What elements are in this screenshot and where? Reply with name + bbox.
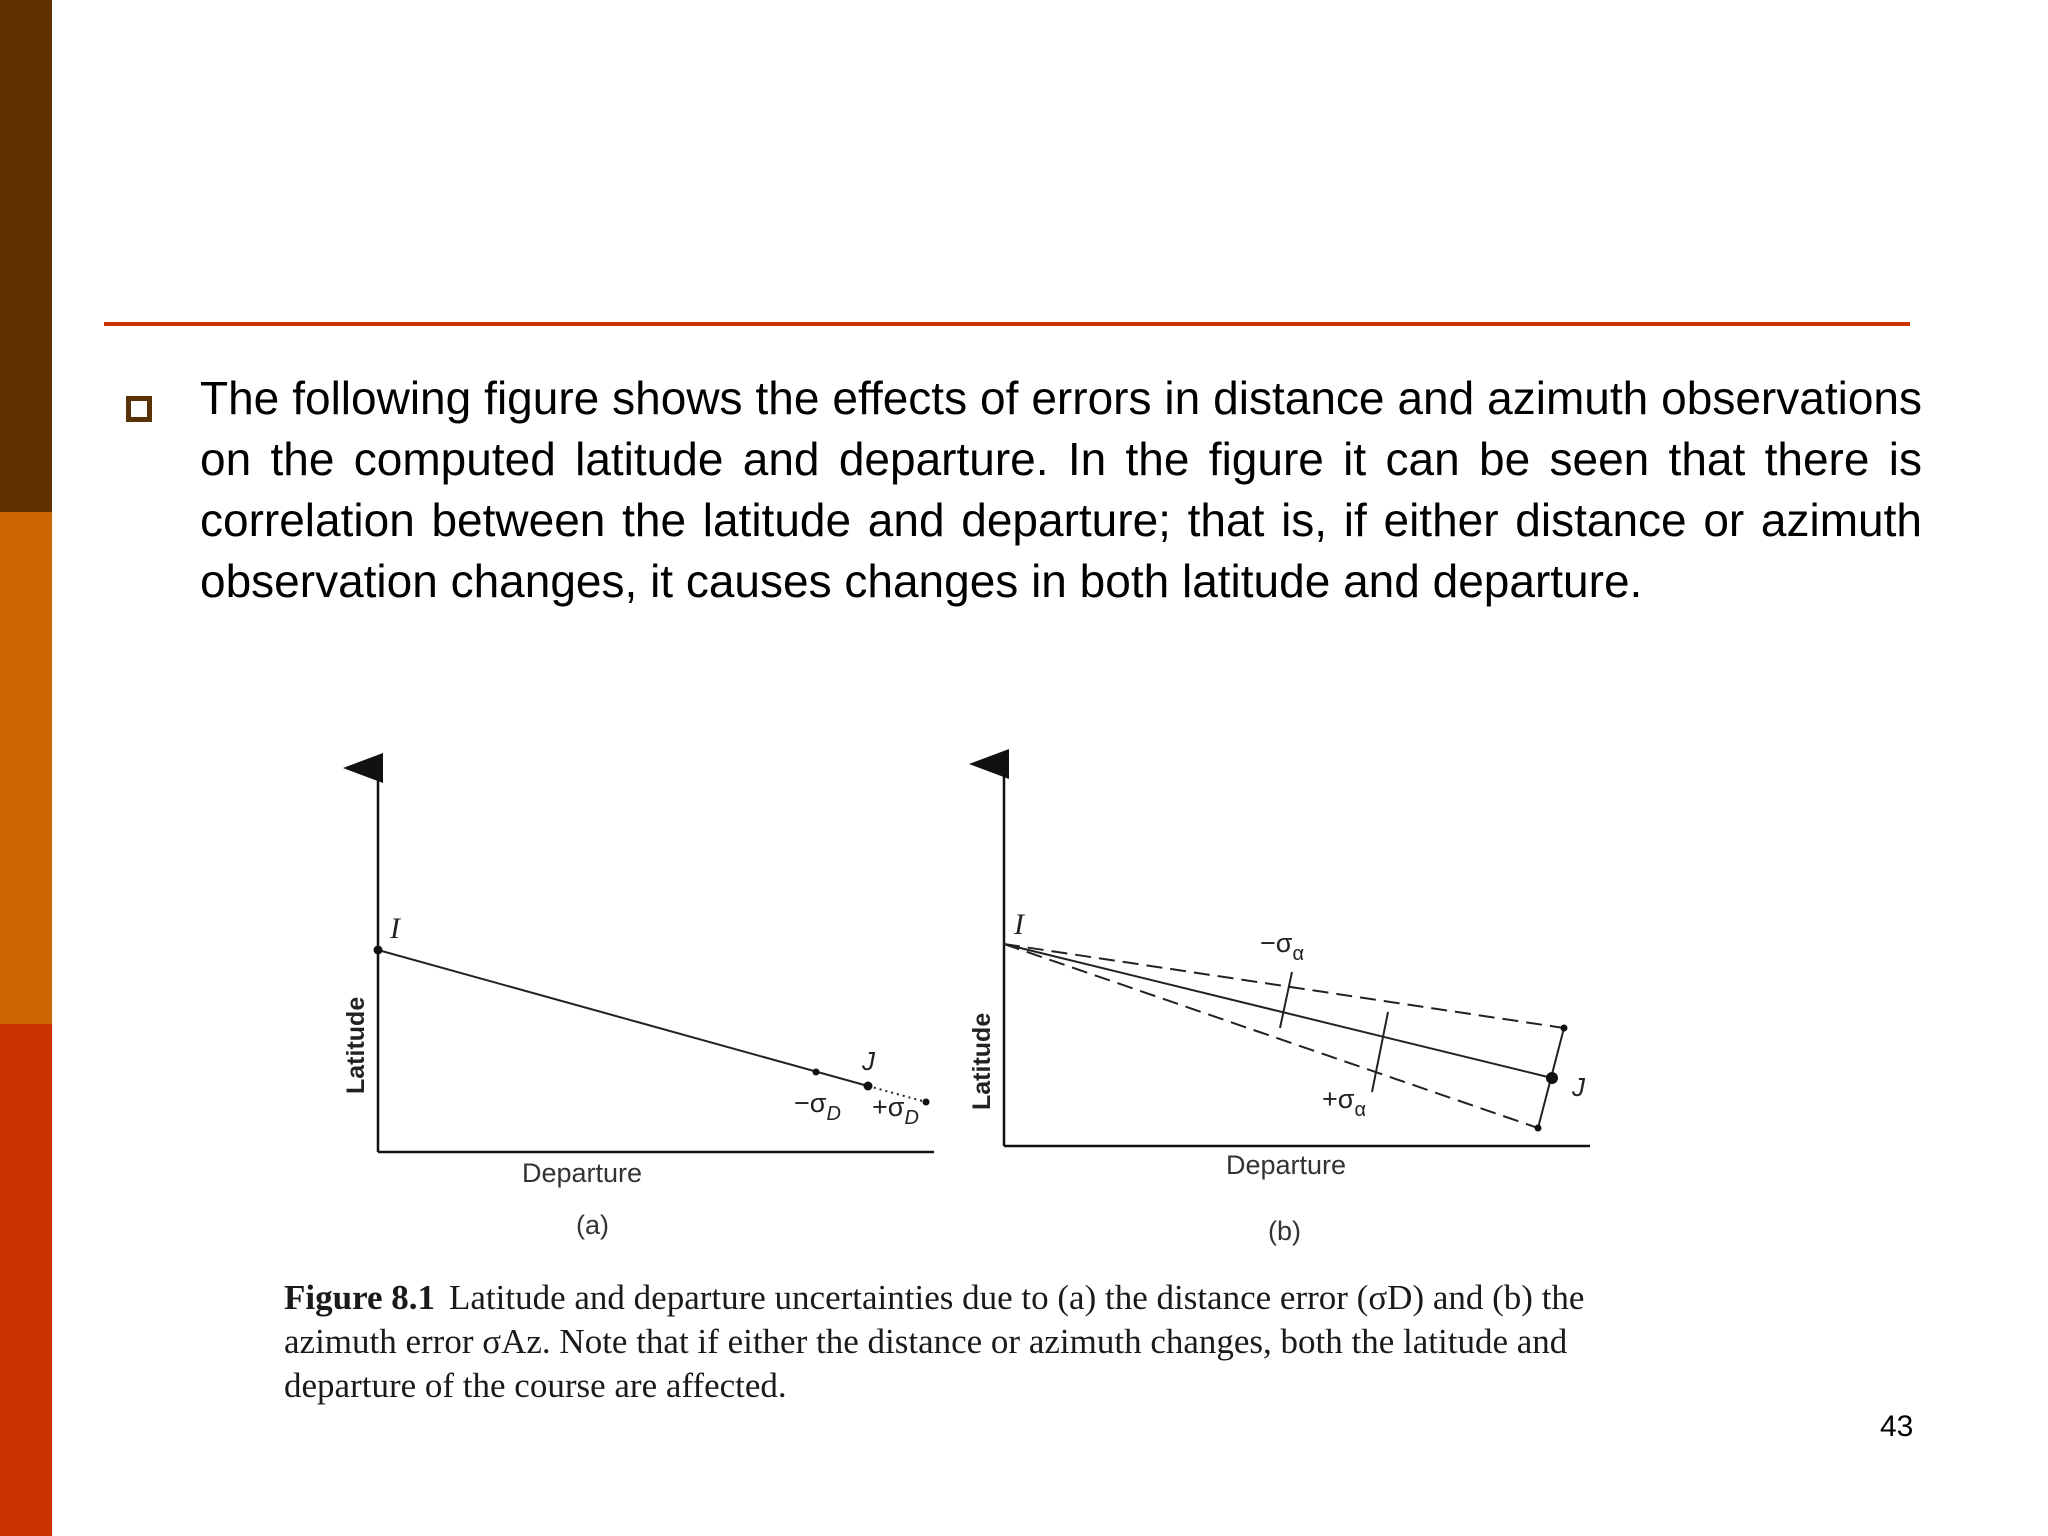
panel-b-x-axis-label: Departure (1226, 1150, 1347, 1180)
figure-caption (284, 1276, 1684, 1408)
panel-b-course-line (1004, 944, 1552, 1078)
panel-a-course-line (378, 950, 868, 1086)
panel-b (968, 764, 1590, 1246)
panel-b-tick-plus (1372, 1012, 1388, 1092)
panel-a-label-i: I (390, 912, 400, 945)
square-bullet-icon (126, 396, 152, 422)
panel-a (342, 768, 934, 1240)
title-divider (104, 322, 1910, 326)
sidebar-segment-bottom (0, 1024, 52, 1536)
panel-a-point-j (864, 1082, 873, 1091)
figure-diagram (300, 740, 1720, 1300)
figure-8-1 (300, 740, 1720, 1300)
panel-a-minus-sigma-point (813, 1069, 820, 1076)
caption-label: Figure 8.1 (284, 1278, 436, 1317)
panel-a-minus-sigma-label: $-\sigma_D$ (794, 1088, 841, 1125)
panel-b-caption-label: (b) (1268, 1216, 1301, 1246)
bullet-text: The following figure shows the effects of errors in distance and azimuth observations on the computed latitude and departure. In the figure it can be seen that there is correlation between the latitude and departure; that is, if either distance or azimuth observation changes, it causes changes in both latitude and departure. (200, 372, 1922, 607)
panel-b-minus-sigma-point (1561, 1025, 1568, 1032)
page-number: 43 (1880, 1410, 1914, 1443)
panel-b-plus-sigma-line (1004, 944, 1538, 1128)
panel-b-plus-sigma-label: $+\sigma_\alpha$ (1322, 1084, 1366, 1121)
panel-a-caption-label: (a) (576, 1210, 609, 1240)
panel-b-tick-minus (1280, 972, 1292, 1028)
sidebar-decoration (0, 0, 52, 1536)
panel-b-y-axis-label: Latitude (968, 1012, 996, 1110)
panel-b-point-j (1546, 1072, 1558, 1084)
panel-a-label-j: J (862, 1046, 875, 1076)
panel-a-x-axis-label: Departure (522, 1158, 643, 1188)
sidebar-segment-middle (0, 512, 52, 1024)
panel-b-label-j: J (1572, 1072, 1585, 1102)
panel-a-plus-sigma-label: $+\sigma_D$ (872, 1092, 919, 1129)
panel-b-plus-sigma-point (1535, 1125, 1542, 1132)
caption-text: Latitude and departure uncertainties due to (a) the distance error (σD) and (b) the azimuth error σAz. Note that if either the distance or azimuth changes, both the latitude and departure of the course are affected. (284, 1278, 1585, 1405)
panel-b-minus-sigma-label: $-\sigma_\alpha$ (1260, 928, 1304, 965)
panel-a-point-i (374, 946, 383, 955)
panel-a-plus-sigma-point (923, 1099, 930, 1106)
panel-a-y-axis-label: Latitude (342, 996, 370, 1094)
panel-b-label-i: I (1014, 908, 1024, 941)
sidebar-segment-top (0, 0, 52, 512)
